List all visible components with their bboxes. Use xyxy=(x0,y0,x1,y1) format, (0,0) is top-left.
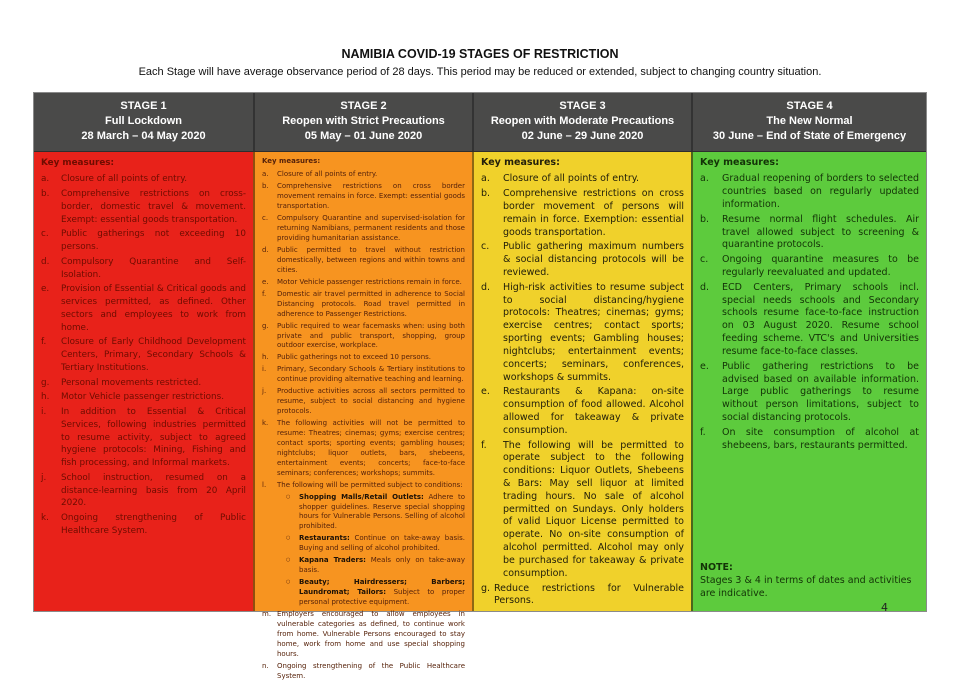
item-text: Reduce restrictions for Vulnerable Persons. xyxy=(494,582,684,607)
item-text: Ongoing strengthening of Public Healthcare System. xyxy=(61,513,246,536)
measure-item xyxy=(41,188,246,226)
subitem-body: Adhere to shopper guidelines. Reserve special shopping hours for Vulnerable Persons. Selling of alcohol prohibited. xyxy=(299,492,465,531)
measure-item xyxy=(700,282,919,359)
measure-item xyxy=(262,170,465,180)
stage4-subtitle: The New Normal xyxy=(766,114,853,127)
measure-item xyxy=(41,406,246,470)
stage4-name: STAGE 4 xyxy=(786,100,833,112)
subitem-title: Kapana Traders: xyxy=(299,556,366,565)
item-label: c. xyxy=(262,214,269,223)
item-label: b. xyxy=(41,189,50,200)
note-block xyxy=(700,562,919,602)
measure-item xyxy=(700,173,919,211)
bullet-icon: ○ xyxy=(286,535,291,542)
page-title: NAMIBIA COVID-19 STAGES OF RESTRICTION xyxy=(341,47,619,61)
item-text: Public permitted to travel without restriction domestically, between regions and within towns and cities. xyxy=(277,246,465,274)
subitem-title: Restaurants: xyxy=(299,534,350,543)
measure-item xyxy=(481,188,684,239)
item-text: Gradual reopening of borders to selected countries based on regularly updated information. xyxy=(722,173,919,210)
stage1-panel xyxy=(34,152,253,611)
measure-item xyxy=(41,336,246,374)
measure-item xyxy=(41,256,246,282)
measure-item xyxy=(262,246,465,276)
measure-item xyxy=(262,214,465,244)
item-label: j. xyxy=(262,387,267,396)
item-label: j. xyxy=(41,472,47,483)
item-label: e. xyxy=(262,277,269,286)
item-text: Motor Vehicle passenger restrictions remain in force. xyxy=(277,277,462,286)
subitem-body: Meals only on take-away basis. xyxy=(299,556,465,575)
item-text: Closure of all points of entry. xyxy=(277,170,378,179)
subitem-body: Continue on take-away basis. Buying and selling of alcohol prohibited. xyxy=(299,534,465,553)
bullet-icon: ○ xyxy=(286,557,291,564)
item-label: f. xyxy=(481,439,487,451)
item-label: h. xyxy=(41,392,50,403)
item-text: Public gatherings not exceeding 10 persons. xyxy=(61,229,246,253)
page-number: 4 xyxy=(881,601,888,614)
bullet-icon: ○ xyxy=(286,579,291,586)
note-label: NOTE: xyxy=(700,562,733,574)
item-label: d. xyxy=(262,246,269,255)
item-label: k. xyxy=(41,513,49,524)
note-text: Stages 3 & 4 in terms of dates and activities are indicative. xyxy=(700,574,912,599)
stage4-panel xyxy=(691,152,926,611)
item-text: High-risk activities to resume subject to social distancing/hygiene protocols: Theatres; cinemas; gyms; exercise centres; contact sports; sporting events; Gambling houses; nightclubs; entertainment events; concerts; seminars, conferences, workshops & summits. xyxy=(503,281,684,383)
measure-item xyxy=(262,481,465,491)
item-text: Employers encouraged to allow employees in vulnerable categories as defined, to continue work from home. Vulnerable Persons encouraged to stay home, work from home and use special shopping hours. xyxy=(277,609,465,658)
table-body xyxy=(34,151,926,680)
measure-item xyxy=(41,391,246,404)
item-text: Personal movements restricted. xyxy=(61,377,202,388)
item-label: b. xyxy=(700,213,710,225)
item-label: k. xyxy=(262,419,269,428)
stage3-name: STAGE 3 xyxy=(559,100,606,112)
stage1-header xyxy=(34,93,253,151)
item-label: c. xyxy=(700,254,709,266)
item-text xyxy=(299,534,465,554)
key-measures-heading: Key measures: xyxy=(262,156,321,165)
item-label: a. xyxy=(41,174,50,185)
item-text: The following will be permitted subject to conditions: xyxy=(277,480,463,489)
stage2-dates: 05 May – 01 June 2020 xyxy=(304,129,423,142)
item-text: Restaurants & Kapana: on-site consumption of food allowed. Alcohol allowed for takeaway & private consumption. xyxy=(503,386,684,436)
item-label: d. xyxy=(41,256,50,267)
measure-item xyxy=(700,427,919,453)
item-label: f. xyxy=(700,426,706,438)
table-header-row xyxy=(34,93,926,151)
key-measures-heading: Key measures: xyxy=(481,156,560,168)
item-label: g. xyxy=(41,377,50,388)
item-label: d. xyxy=(700,281,710,293)
stage3-header xyxy=(472,93,691,151)
item-text: Comprehensive restrictions on cross border movement of persons will remain in force. Exemption: essential goods transportation. xyxy=(503,188,684,238)
item-label: m. xyxy=(262,609,272,618)
item-label: e. xyxy=(41,284,50,295)
measure-item xyxy=(262,353,465,363)
item-text: The following activities will not be permitted to resume: Theatres; cinemas; gyms; exercise centres; contact sports; sporting events; gambling houses; nightclubs; liquor outlets, bars, shebeens, entertainment events; concerts; face-to-face seminars; conferences; workshops; summits. xyxy=(277,419,465,477)
item-label: e. xyxy=(481,386,490,398)
measure-item xyxy=(481,386,684,437)
item-text: Closure of Early Childhood Development Centers, Primary, Secondary Schools & Tertiary Institutions. xyxy=(61,337,246,373)
stage1-dates: 28 March – 04 May 2020 xyxy=(81,129,206,142)
item-text: Domestic air travel permitted in adherence to Social Distancing protocols. Road travel permitted in adherence to Passenger Restrictions. xyxy=(277,289,465,318)
item-text: ECD Centers, Primary schools incl. special needs schools and Secondary schools resume face-to-face instruction on 03 August 2020. Resume school feeding scheme. VTC's and Universities resume face-to-face classes. xyxy=(722,281,919,357)
item-text: Public required to wear facemasks when: using both private and public transport, shopping, group outdoor exercise, workplace. xyxy=(277,321,465,350)
subitem-title: Beauty; Hairdressers; Barbers; Laundromat; Tailors: xyxy=(299,578,465,597)
item-label: a. xyxy=(481,173,490,185)
measure-item xyxy=(481,583,684,609)
condition-subitem xyxy=(262,493,465,533)
bullet-icon: ○ xyxy=(286,493,291,500)
stage3-subtitle: Reopen with Moderate Precautions xyxy=(490,114,675,127)
measure-item xyxy=(481,440,684,581)
measure-item xyxy=(262,290,465,320)
stage1-subtitle: Full Lockdown xyxy=(105,114,182,127)
stage3-panel xyxy=(472,152,691,611)
condition-subitem xyxy=(262,578,465,608)
subitem-title: Shopping Malls/Retail Outlets: xyxy=(299,492,424,501)
page-subtitle: Each Stage will have average observance period of 28 days. This period may be reduced or extended, subject to changing country situation. xyxy=(138,66,822,78)
item-text xyxy=(299,493,465,533)
stages-table xyxy=(33,92,927,680)
item-label: d. xyxy=(481,281,491,293)
subitem-body: Subject to proper personal protective equipment. xyxy=(299,588,465,606)
measure-item xyxy=(262,278,465,288)
measure-item xyxy=(262,610,465,660)
item-text: Resume normal flight schedules. Air travel allowed subject to screening & quarantine protocols. xyxy=(722,213,919,251)
item-label: i. xyxy=(41,407,47,418)
item-text: Comprehensive restrictions on cross-border, domestic travel & movement. Exempt: essential goods transportation. xyxy=(61,189,246,225)
item-label: h. xyxy=(262,353,269,362)
item-label: a. xyxy=(700,173,709,185)
item-text: Closure of all points of entry. xyxy=(61,174,187,185)
item-text: Ongoing quarantine measures to be regularly reevaluated and updated. xyxy=(722,254,919,279)
measure-item xyxy=(481,241,684,279)
item-text xyxy=(299,556,465,576)
item-text: Public gatherings not to exceed 10 persons. xyxy=(277,353,432,362)
item-label: f. xyxy=(41,337,47,348)
stage2-subtitle: Reopen with Strict Precautions xyxy=(282,114,445,127)
measure-item xyxy=(700,361,919,425)
item-text: Comprehensive restrictions on cross border movement remains in force. Exempt: essential goods transportation. xyxy=(277,182,465,211)
stage3-dates: 02 June – 29 June 2020 xyxy=(521,129,644,142)
measure-item xyxy=(700,214,919,252)
condition-subitem xyxy=(262,556,465,576)
item-label: c. xyxy=(41,229,49,240)
measure-item xyxy=(262,365,465,385)
item-text: On site consumption of alcohol at shebeens, bars, restaurants permitted. xyxy=(722,426,919,451)
key-measures-heading: Key measures: xyxy=(41,157,115,168)
stage2-panel xyxy=(253,152,472,680)
item-text: Motor Vehicle passenger restrictions. xyxy=(61,392,225,403)
item-label: c. xyxy=(481,241,490,253)
item-text xyxy=(299,578,465,608)
item-text: Public gathering restrictions to be advised based on available information. Large public gatherings to resume without person limitations, subject to social distancing protocols. xyxy=(722,360,919,423)
measure-item xyxy=(262,662,465,681)
item-text: Primary, Secondary Schools & Tertiary institutions to continue providing alternative teaching and learning. xyxy=(277,365,465,384)
measure-item xyxy=(481,173,684,186)
item-label: e. xyxy=(700,360,709,372)
key-measures-heading: Key measures: xyxy=(700,156,779,168)
item-label: b. xyxy=(262,182,269,191)
measure-item xyxy=(41,512,246,538)
item-label: g. xyxy=(481,582,491,594)
item-label: a. xyxy=(262,170,269,179)
measure-item xyxy=(41,228,246,254)
stage1-name: STAGE 1 xyxy=(120,100,167,112)
item-label: g. xyxy=(262,321,269,330)
measure-item xyxy=(41,472,246,510)
measure-item xyxy=(41,377,246,390)
stage2-name: STAGE 2 xyxy=(340,100,387,112)
measure-item xyxy=(41,173,246,186)
item-label: n. xyxy=(262,661,269,670)
item-text: The following will be permitted to operate subject to the following conditions: Liquor Outlets, Shebeens & Bars: May sell liquor at limited trading hours. No sale of alcohol permitted on Sundays. Only holders of valid Liquor License permitted to operate. No on-site consumption of alcohol permitted. Alcohol may only be purchased for takeaway & private consumption. xyxy=(503,439,684,579)
item-text: Productive activities across all sectors permitted to resume, subject to social distancing and hygiene protocols. xyxy=(277,387,465,416)
stage2-header xyxy=(253,93,472,151)
item-text: In addition to Essential & Critical Services, following industries permitted to resume activity, subject to agreed hygiene protocols: Mining, Fishing and fish processing, and Informal markets. xyxy=(61,407,246,469)
measure-item xyxy=(262,387,465,417)
condition-subitem xyxy=(262,534,465,554)
item-text: Provision of Essential & Critical goods and services permitted, as defined. Other sectors and employees to work from home. xyxy=(61,284,246,333)
item-text: Compulsory Quarantine and supervised-isolation for returning Namibians, permanent residents and those providing humanitarian assistance. xyxy=(277,214,465,243)
item-label: l. xyxy=(262,480,267,489)
item-text: School instruction, resumed on a distance-learning basis from 20 April 2020. xyxy=(61,472,246,509)
measure-item xyxy=(262,182,465,212)
item-text: Public gathering maximum numbers & social distancing protocols will be reviewed. xyxy=(503,241,684,279)
item-label: b. xyxy=(481,188,491,200)
measure-item xyxy=(481,282,684,385)
measure-item xyxy=(41,283,246,334)
measure-item xyxy=(262,322,465,352)
item-label: i. xyxy=(262,365,267,374)
measure-item xyxy=(262,419,465,479)
item-text: Ongoing strengthening of the Public Healthcare System. xyxy=(277,661,465,680)
item-text: Compulsory Quarantine and Self-Isolation. xyxy=(61,256,246,280)
measure-item xyxy=(700,254,919,280)
stage4-header xyxy=(691,93,926,151)
stage4-dates: 30 June – End of State of Emergency xyxy=(712,129,907,142)
item-label: f. xyxy=(262,289,267,298)
item-text: Closure of all points of entry. xyxy=(503,173,640,185)
